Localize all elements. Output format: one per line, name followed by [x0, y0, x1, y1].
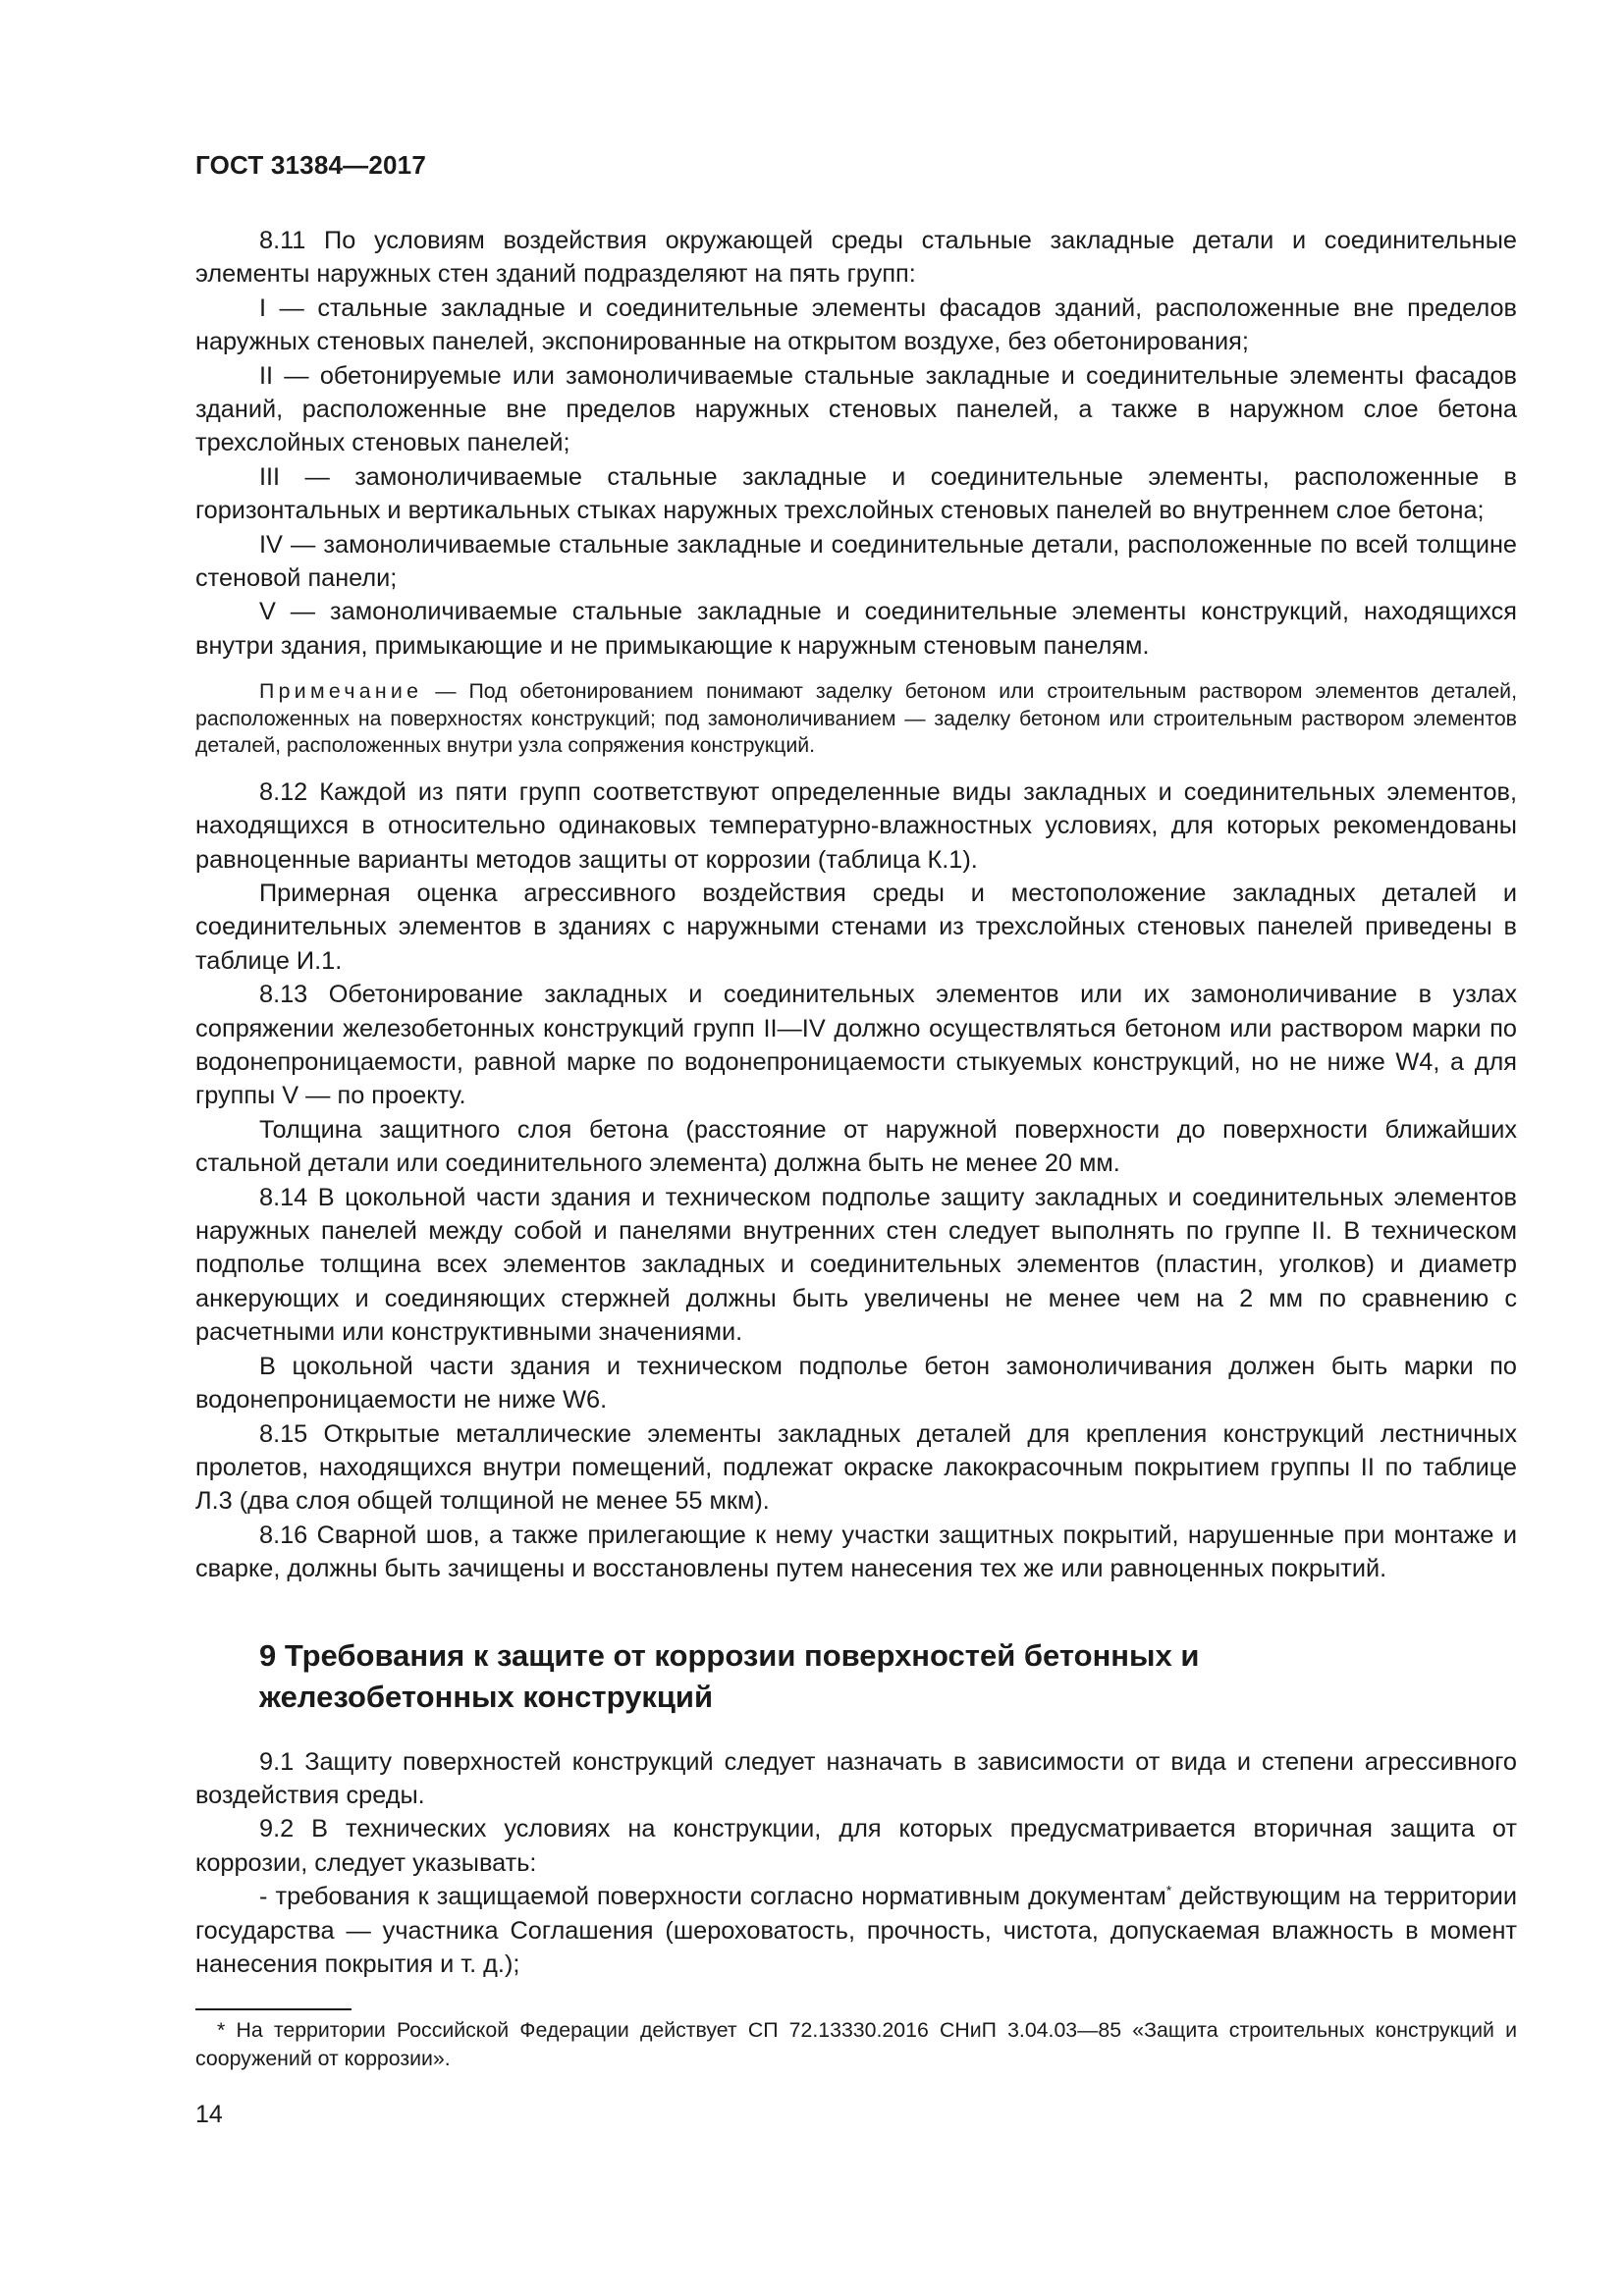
group-iv-paragraph: IV — замоноличиваемые стальные закладные и соединительные детали, расположенные по всей толщине стеновой панели; — [195, 530, 1517, 593]
document-header: ГОСТ 31384—2017 — [195, 150, 426, 180]
paragraph-8-14-cont: В цокольной части здания и техническом подполье бетон замоноличивания должен быть марки по водонепроницаемости не ниже W6. — [195, 1352, 1517, 1415]
paragraph-8-13-cont: Толщина защитного слоя бетона (расстояние от наружной поверхности до поверхности ближайших стальной детали или соединительного элемента) должна быть не менее 20 мм. — [195, 1115, 1517, 1178]
footnote-reference: * — [1165, 1882, 1172, 1898]
section-9-title-line-1: 9 Требования к защите от коррозии поверхностей бетонных и — [259, 1637, 1200, 1673]
note-text: — Под обетонированием понимают заделку бетоном или строительным раствором элементов деталей, расположенных на поверхностях конструкций; под замоноличиванием — заделку бетоном или строительным раствором элементов деталей, расположенных внутри узла сопряжения конструкций. — [195, 679, 1517, 758]
paragraph-8-15: 8.15 Открытые металлические элементы закладных деталей для крепления конструкций лестничных пролетов, находящихся внутри помещений, подлежат окраске лакокрасочным покрытием группы II по таблице Л.3 (два слоя общей толщиной не менее 55 мкм). — [195, 1419, 1517, 1516]
group-v-paragraph: V — замоноличиваемые стальные закладные и соединительные элементы конструкций, находящихся внутри здания, примыкающие и не примыкающие к наружным стеновым панелям. — [195, 598, 1517, 660]
paragraph-8-13: 8.13 Обетонирование закладных и соединительных элементов или их замоноличивание в узлах сопряжении железобетонных конструкций групп II—IV должно осуществляться бетоном или раствором марки по водонепроницаемости, равной марке по водонепроницаемости стыкуемых конструкций, но не ниже W4, а для группы V — по проекту. — [195, 981, 1517, 1110]
group-ii-paragraph: II — обетонируемые или замоноличиваемые стальные закладные и соединительные элементы фасадов зданий, расположенные вне пределов наружных стеновых панелей, а также в наружном слое бетона трехслойных стеновых панелей; — [195, 361, 1517, 457]
section-9-title-line-2: железобетонных конструкций — [259, 1679, 714, 1714]
page-number: 14 — [195, 2101, 223, 2128]
section-9-heading — [195, 1635, 1517, 1718]
paragraph-8-12-cont: Примерная оценка агрессивного воздействия среды и местоположение закладных деталей и соединительных элементов в зданиях с наружными стенами из трехслойных стеновых панелей приведены в таблице И.1. — [195, 880, 1517, 975]
paragraph-9-2-item — [195, 1880, 1517, 1981]
paragraph-9-1: 9.1 Защиту поверхностей конструкций следует назначать в зависимости от вида и степени агрессивного воздействия среды. — [195, 1747, 1517, 1809]
note-label: Примечание — [259, 679, 423, 704]
paragraph-8-16: 8.16 Сварной шов, а также прилегающие к нему участки защитных покрытий, нарушенные при монтаже и сварке, должны быть зачищены и восстановлены путем нанесения тех же или равноценных покрытий. — [195, 1521, 1517, 1583]
group-iii-paragraph: III — замоноличиваемые стальные закладные и соединительные элементы, расположенные в горизонтальных и вертикальных стыках наружных трехслойных стеновых панелей во внутреннем слое бетона; — [195, 462, 1517, 525]
paragraph-8-11: 8.11 По условиям воздействия окружающей среды стальные закладные детали и соединительные элементы наружных стен зданий подразделяют на пять групп: — [195, 227, 1517, 289]
paragraph-9-2: 9.2 В технических условиях на конструкции, для которых предусматривается вторичная защита от коррозии, следует указывать: — [195, 1815, 1517, 1877]
group-i-paragraph: I — стальные закладные и соединительные элементы фасадов зданий, расположенные вне пределов наружных стеновых панелей, экспонированные на открытом воздухе, без обетонирования; — [195, 294, 1517, 356]
note-paragraph — [195, 678, 1517, 760]
item-text-start: - требования к защищаемой поверхности согласно нормативным документам — [259, 1883, 1166, 1911]
item-text-end: действующим на территории государства — участника Соглашения (шероховатость, прочность, чистота, допускаемая влажность в момент нанесения покрытия и т. д.); — [195, 1883, 1517, 1978]
paragraph-8-14: 8.14 В цокольной части здания и техническом подполье защиту закладных и соединительных элементов наружных панелей между собой и панелями внутренних стен следует выполнять по группе II. В техническом подполье толщина всех элементов закладных и соединительных элементов (пластин, уголков) и диаметр анкерующих и соединяющих стержней должны быть увеличены не менее чем на 2 мм по сравнению с расчетными или конструктивными значениями. — [195, 1183, 1517, 1347]
footnote-divider — [195, 2008, 352, 2010]
footnote-mark: * — [217, 2018, 226, 2042]
footnote-paragraph — [195, 2016, 1517, 2072]
paragraph-8-12: 8.12 Каждой из пяти групп соответствуют определенные виды закладных и соединительных элементов, находящихся в относительно одинаковых температурно-влажностных условиях, для которых рекомендованы равноценные варианты методов защиты от коррозии (таблица К.1). — [195, 777, 1517, 874]
footnote-text: На территории Российской Федерации действует СП 72.13330.2016 СНиП 3.04.03—85 «Защита строительных конструкций и сооружений от коррозии». — [195, 2018, 1517, 2070]
main-text — [195, 224, 1517, 1981]
footnote — [195, 2016, 1517, 2072]
